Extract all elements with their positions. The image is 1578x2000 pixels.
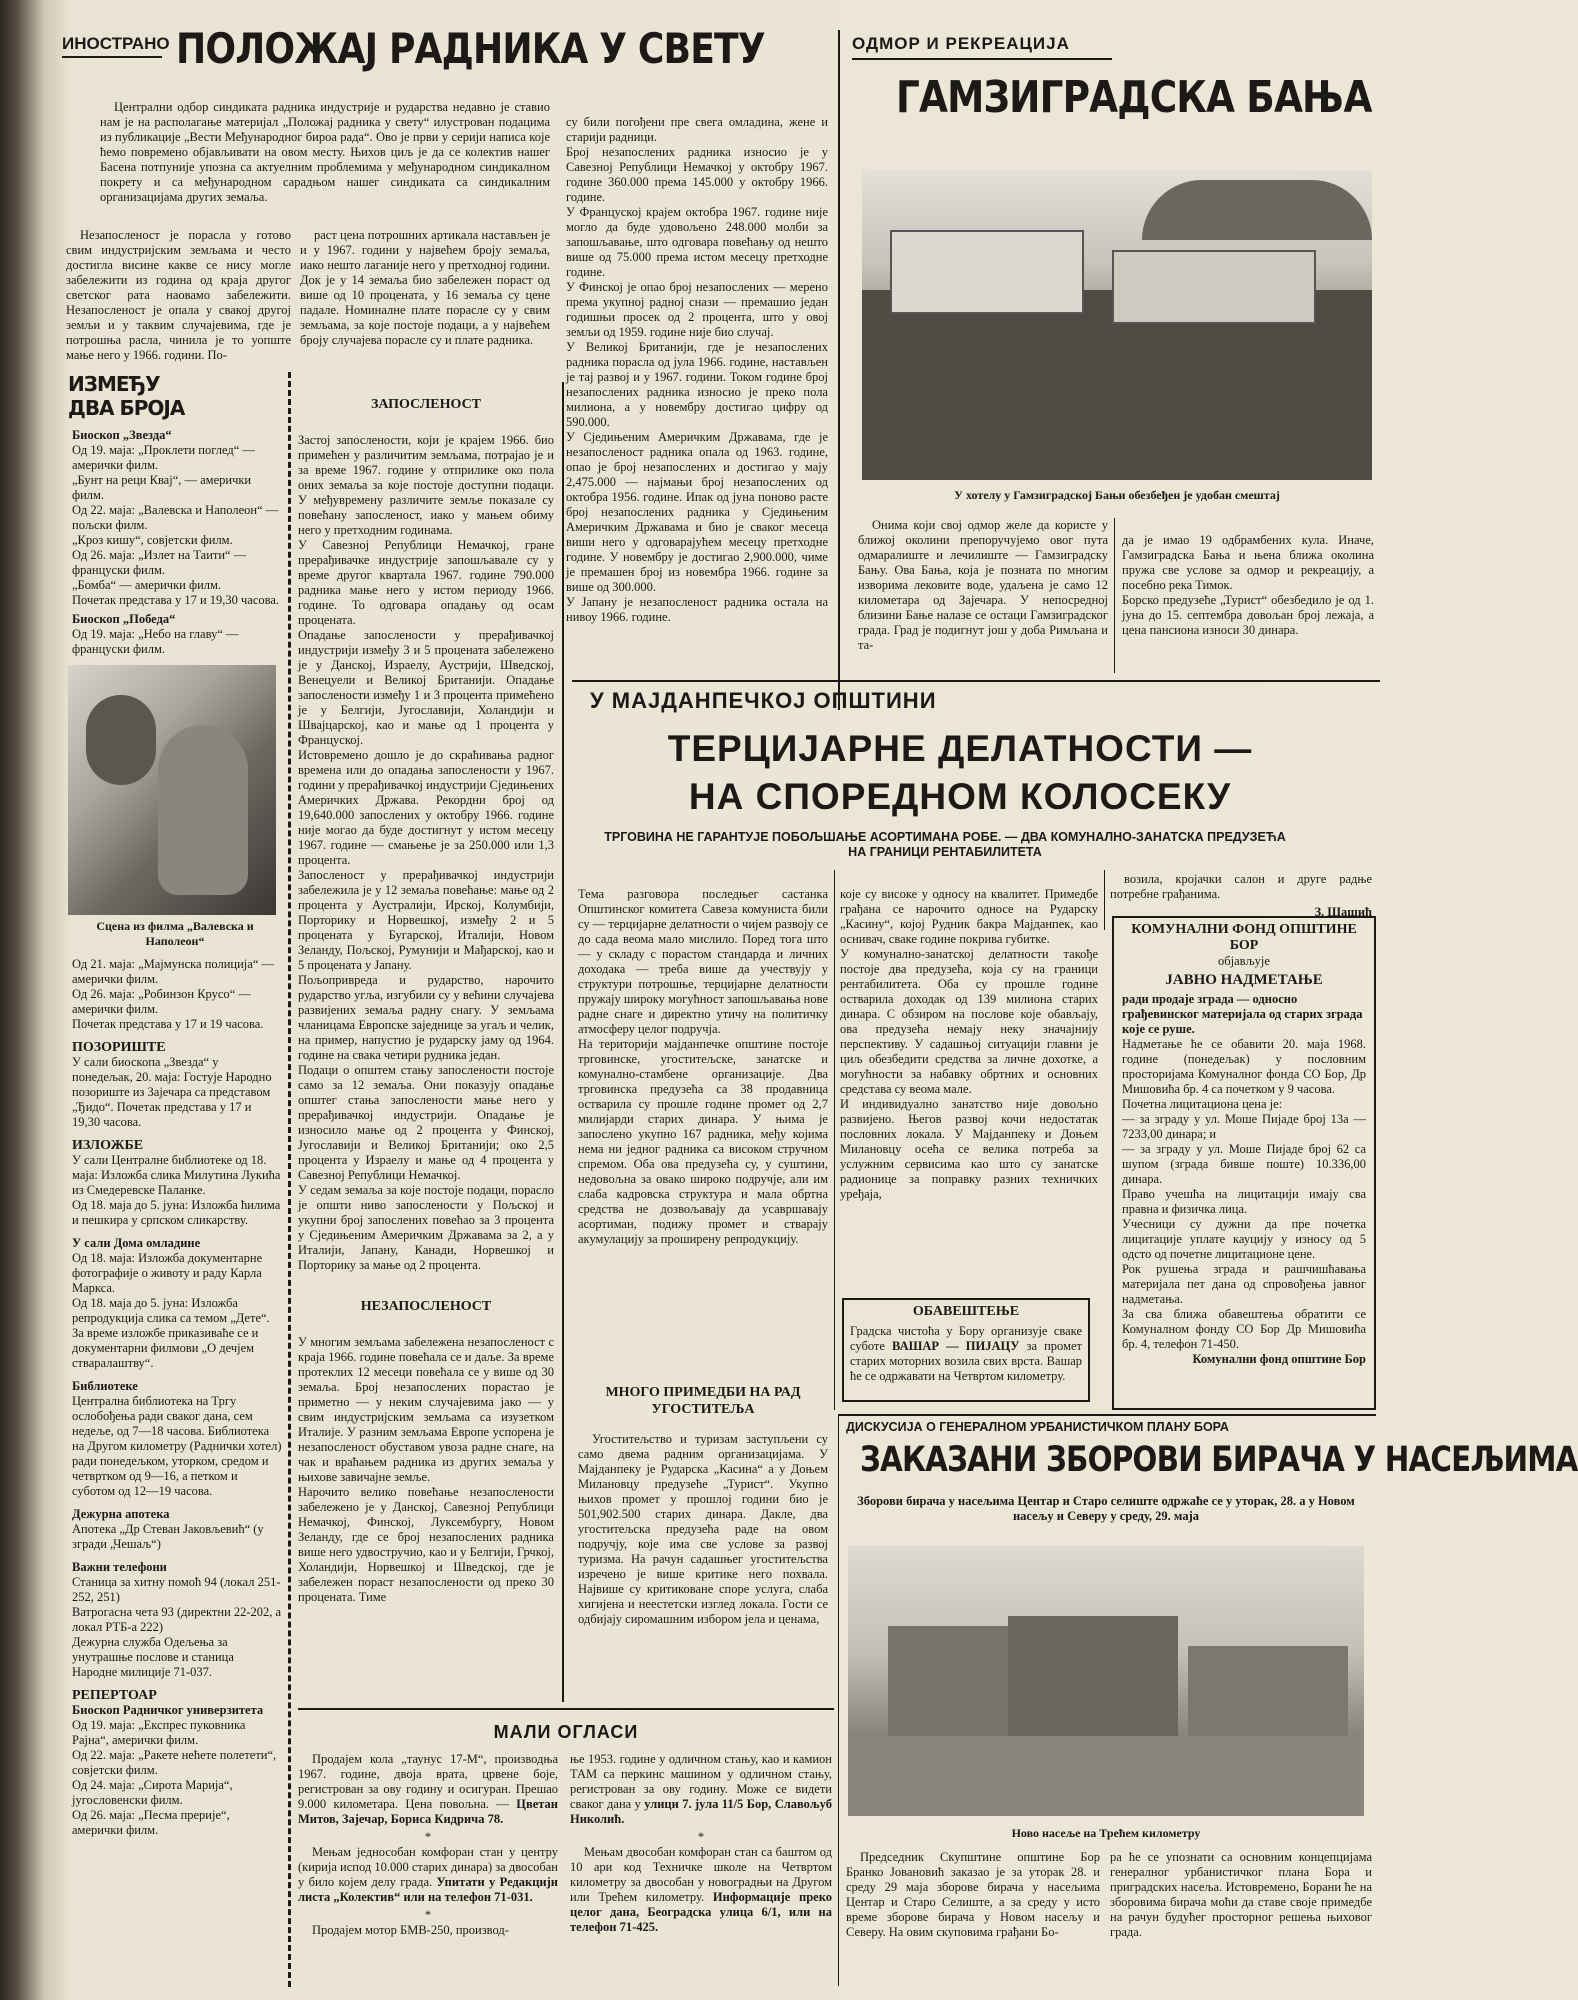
- ad-item: [298, 1752, 558, 1827]
- list-item: Од 22. маја: „Ракете нећете полетети“, совјетски филм.: [72, 1748, 277, 1777]
- intro-paragraph: Централни одбор синдиката радника индустрије и рударства недавно је ставио нам је на располагање материјал „Положај радника у свету“ илустрован подацима из публикације „Вести Међународног бирoa рада“. Ово је први у серији написа које ћемо повремено објављивати на овом месту. Њихов циљ је да се колектив нашег Басена потпуније упозна са актуелним проблемима у међународном синдикалном покрету и са међународном сарадњом нашег синдиката са синдикалним организацијама других земаља.: [100, 100, 550, 204]
- ad-item: [570, 1752, 832, 1827]
- majdanpek-col1b: [578, 1432, 828, 1700]
- section2-text: У многим земљама забележена незапосленост с краја 1966. године повећала се и даље. За време протеклих 12 месеци повећала се у више од 30 земаља. Број незапослених порастао је приметно — у неким случајевима јако — у свим индустријским земљама са изузетком Италије. У разним земљама Европе успорена је незапосленост обуставом увоза радне снаге, на чак и враћањем радника из других земаља у њихове завичајне земље. Нарочито велико повећање незапослености забележено је у Данској, Савезној Републици Немачкој, Финској, Луксембургу, Новом Зеланду, где се број незапослених радника више него удвостручио, као и у Белгији, Грчкој, Холандији, Норвешкој и Шведској, где је забележен пораст незапослености од преко 30 процената. Тиме: [298, 1335, 554, 1604]
- gamzigrad-paragraph: да је имао 19 одбрамбених кула. Иначе, Гамзиградска Бања и њена ближа околина пружа све услове за одмор и рекреацију, а посебно река Тимок. Борско предузеће „Турист“ обезбедило је од 1. јуна до 15. септембра довољан број лежаја, а цена пансиона износи 30 динара.: [1122, 533, 1374, 637]
- ad-text: Продајем кола „таунус 17-М“, производња 1967. године, двоја врата, црвене боје, регистрован за ову годину и осигуран. Прешао 9.000 километара. Цена повољна. —: [298, 1752, 558, 1811]
- section-heading: ЗАПОСЛЕНОСТ: [370, 397, 482, 412]
- exhibit-text: Од 18. маја до 5. јуна: Изложба ћилима и пешкира у српском сликарству.: [72, 1198, 281, 1227]
- new-settlement-photo: [848, 1546, 1364, 1816]
- ground: [848, 1736, 1364, 1816]
- tender-signature: Комунални фонд општине Бор: [1192, 1352, 1366, 1366]
- section-rule: [838, 1414, 1376, 1416]
- list-item: Од 26. маја: „Излет на Таити“ — француски филм.: [72, 548, 247, 577]
- list-item: „Кроз кишу“, совјетски филм.: [72, 533, 233, 547]
- tender-box: [1112, 916, 1376, 1410]
- film-still-photo: [68, 665, 276, 915]
- ad-contact: Упитати у Редакцији листа „Колектив“ или на телефон 71-031.: [298, 1875, 558, 1904]
- column-rule: [562, 382, 564, 1702]
- youth-heading: У сали Дома омладине: [72, 1236, 201, 1250]
- notice-box: [842, 1298, 1090, 1402]
- majdanpek-title-1: ТЕРЦИЈАРНЕ ДЕЛАТНОСТИ —: [667, 728, 1253, 769]
- column-rule: [838, 1416, 839, 1986]
- article-col2-top: [300, 228, 550, 351]
- building: [1188, 1646, 1348, 1736]
- gamzigrad-col2: [1122, 518, 1374, 656]
- zborovi-title: ЗАКАЗАНИ ЗБОРОВИ БИРАЧА У НАСЕЉИМА: [860, 1440, 1578, 1480]
- hotel-annex: [1112, 250, 1316, 324]
- article-kicker: ИНОСТРАНО: [62, 34, 170, 53]
- ads-col2: [570, 1752, 832, 1938]
- section-rule: [298, 1708, 834, 1710]
- col1-paragraph: Незапосленост је порасла у готово свим индустријским земљама и често достигла висине какве се нису могле забележити из година од краја другог светског рата наовамо забележити. Незапосленост је опала у свакој другој земљи и у таквим случајевима, где је потрошња расла, чинила је то уопште мање него у 1966. години. По-: [66, 228, 291, 362]
- zborovi-col2: [1110, 1850, 1372, 1943]
- sidebar-title-1: ИЗМЕЂУ: [68, 372, 160, 396]
- ad-separator: *: [424, 1830, 432, 1844]
- gamzigrad-title: ГАМЗИГРАДСКА БАЊА: [896, 72, 1372, 123]
- pharmacy-heading: Дежурна апотека: [72, 1507, 170, 1521]
- sidebar: [62, 372, 291, 1987]
- majdanpek-paragraph: које су високе у односу на квалитет. Примедбе грађана се нарочито односе на Рударску „Касину“, којој Рудник бакра Мајданпек, као оснивач, сваке године покрива губитке. У комунално-занатској делатности такође постоје два предузећа, која су на граници рентабилитета. Оба су прошле године остварила доходак од 139 милиона старих динара. С обзиром на послове које обављају, ова предузећа немају неку значајнију перспективу. У садашњој ситуацији главни је циљ обезбедити средства за личне дохотке, а могућности за набавку обртних и основних средстава су веома мале. И индивидуално занатство није довољно развијено. Његов развој кочи недостатак пословних локала. У Мајданпеку и Доњем Милановцу осећа се велика потреба за услужним сервисима као што су занатске радионице за поправку разних техничких уређаја,: [840, 887, 1098, 1201]
- ads-col1: [298, 1752, 558, 1941]
- hotel-building: [890, 230, 1084, 314]
- majdanpek-col1: [578, 872, 828, 1377]
- middle-column: [298, 382, 554, 1700]
- list-item: Од 22. маја: „Валевска и Наполеон“ — пољски филм.: [72, 503, 279, 532]
- actor-silhouette: [86, 695, 156, 785]
- ad-item: [570, 1845, 832, 1935]
- list-item: Од 26. маја: „Песма прерије“, амерички филм.: [72, 1808, 230, 1837]
- zborovi-paragraph: ра ће се упознати са основним концепцијама генералног урбанистичког плана Бора и приградских насеља. Истовремено, Борани ће на зборовима бирача моћи да ставе своје примедбе на рачун будућег просторног решења њиховог града.: [1110, 1850, 1372, 1939]
- ad-separator: *: [424, 1908, 432, 1922]
- article-col3: [566, 100, 828, 643]
- article-title: ПОЛОЖАЈ РАДНИКА У СВЕТУ: [176, 24, 765, 73]
- majdanpek-col3: [1110, 872, 1372, 920]
- majdanpek-paragraph: Тема разговора последњег састанка Општинског комитета Савеза комуниста били су — терцијарне делатности о чијем развоју се до сада веома мало мислило. Поред тога што — у складу с порастом стандарда и личних доходака — треба више да учествују у структури потрошње, терцијарне делатности пружају широку могућност запошљавања нове радне снаге и директно утичу на политичку атмосферу целог подручја. На територији мајданпечке општине постоје трговинске, угоститељске, занатске и комунално-стамбене организације. Два трговинска предузећа са 38 продавница остварила су прошле године промет од 2,7 милијарди старих динара. У њима је запослено укупно 167 радника, међу којима нема ни једног радника са високом стручном спремом. Оба ова предузећа су, у суштини, недовољна за овако широко подручје, али им слаба кадровска структура и мала обртна средства не дозвољавају да усавршавају асортиман, подижу промет и стварају акумулацију за проширену репродукцију.: [578, 887, 828, 1246]
- gamzigrad-col1: [858, 518, 1108, 656]
- tender-announces: објављује: [1218, 954, 1270, 968]
- list-item: Од 19. маја: „Небо на главу“ — француски филм.: [72, 627, 239, 656]
- notice-text-bold: ВАШАР — ПИЈАЦУ: [892, 1339, 1020, 1353]
- majdanpek-paragraph: возила, кројачки салон и друге радње потребне грађанима.: [1110, 872, 1372, 901]
- ad-separator: *: [697, 1830, 705, 1844]
- sidebar-cinema-list-2: [62, 953, 288, 1838]
- settlement-caption: Ново насеље на Трећем километру: [1011, 1826, 1201, 1840]
- section-rule: [572, 680, 1380, 682]
- tender-title: ЈАВНО НАДМЕТАЊЕ: [1165, 972, 1323, 988]
- article-col1-top: [66, 228, 291, 366]
- repertoire-sub: Биоскоп Радничког универзитета: [72, 1703, 264, 1717]
- tender-purpose: ради продаје зграда — односно грађевинског материјала од старих зграда које се руше.: [1122, 992, 1363, 1036]
- kicker-underline: [62, 56, 162, 58]
- sidebar-cinema-list: [62, 428, 288, 657]
- list-item: „Бомба“ — амерички филм.: [72, 578, 222, 592]
- ad-contact: Цветан Митов, Зајечар, Бориса Кидрича 78.: [298, 1797, 559, 1826]
- list-item: Почетак представа у 17 и 19 часова.: [72, 1017, 264, 1031]
- notice-title: ОБАВЕШТЕЊЕ: [912, 1304, 1020, 1319]
- actress-silhouette: [158, 725, 248, 895]
- col2-paragraph: раст цена потрошних артикала настављен је и у 1967. години у највећем броју земаља, иако нешто лаганије него у претходној години. Док је у 14 земаља био забележен пораст од више од 10 процената, у 16 земаља су цене падале. Номиналне плате порасле су у свим земљама, за које постоје подаци, а у највећем броју случајева порасле су и плате радника.: [300, 228, 550, 347]
- ad-text: Мењам једнособан комфоран стан у центру (кирија испод 10.000 старих динара) за двособан у било којем делу града.: [298, 1845, 558, 1889]
- majdanpek-subhead: МНОГО ПРИМЕДБИ НА РАД УГОСТИТЕЉА: [605, 1385, 801, 1417]
- section1-text: Застој запослености, који је крајем 1966. био примећен у различитим земљама, потрајао је и за време 1967. године у отприлике око пола оних земаља за које постоје доступни подаци. У међувремену различите земље показале су повећану запосленост, иако у мањем обиму него у претходним годинама. У Савезној Републици Немачкој, гране прерађивачке индустрије запошљавале су у време другог квартала 1967. године 790.000 радника мање него у истом периоду 1966. године. То одговара опадању од осам процената. Опадање запослености у прерађивачкој индустрији између 3 и 5 процената забележено је у Данској, Израелу, Аустрији, Шведској, Венецуели и Великој Британији. Опадање запослености између 1 и 3 процента примећено је у Белгији, Југославији, Холандији и Швајцарској, као и мање од 1 процента у Француској. Истовремено дошло је до скраћивања радног времена или до опадања запослености у 1967. години у прерађивачкој индустрији Сједињених Америчких Држава. Рекордни број од 19,640.000 запослених у октобру 1966. године није могао да буде достигнут у истом месецу 1967. године — смањење је за 250.000 или 1,3 процента. Запосленост у прерађивачкој индустрији забележила је у 12 земаља повећање: мање од 2 процента у Аустралији, Ирској, Колумбији, Порторику и Норвешкој, између 2 и 5 процената у Бугарској, Италији, Новом Зеланду, Пољској, Румунији и Мађарској, као и 5 процената у Јапану. Пољопривреда и рударство, нарочито рударство угља, изгубили су у већини случајева развијених земаља радну снагу. У земљама чланицама Европске заједнице за угаљ и челик, на пример, напустио је рударску јаму од 1964. године на свака четири рудника један. Подаци о општем стању запослености постоје само за 12 земаља. Они показују опадање општег стања запослености мање него у прерађивачкој индустрији. Опадање је износило мање од 2 процента у Финској, Југославији и Великој Британији; око 2,5 процента у Израелу и мање од 4 процента у Савезној Републици Немачкој. У седам земаља за које постоје подаци, порасло је општи ниво запослености у Пољској и укупни број запослених повећао за 3 процента у Сједињеним Америчким Државама за 2, а у Италији, Јапану, Канади, Норвешкој и Порторику за мање од 2 процента.: [298, 433, 554, 1272]
- ad-contact: улици 7. јула 11/5 Бор, Славољуб Николић.: [570, 1797, 832, 1826]
- ad-text: ње 1953. године у одличном стању, као и камион ТАМ са перкинс машином у одличном стању, регистрован за ову годину. Може се видети сваког дана у: [570, 1752, 832, 1811]
- ad-text: Мењам двособан комфоран стан са баштом од 10 ари код Техничке школе на Четвртом километру за двособан у новоградњи на Другом или Трећем километру.: [570, 1845, 832, 1904]
- tender-org: КОМУНАЛНИ ФОНД ОПШТИНЕ БОР: [1131, 922, 1357, 953]
- sidebar-title-2: ДВА БРОЈА: [68, 396, 185, 420]
- tender-text: Надметање ће се обавити 20. маја 1968. године (понедељак) у пословним просторијама Комуналног фонда СО Бор, Др Мишовића бр. 4 са почетком у 9 часова. Почетна лицитациона цена је: — за зграду у ул. Моше Пијаде број 13а — 7233,00 динара; и — за зграду у ул. Моше Пијаде број 62 са шупом (зграда бивше поште) 10.336,00 динара. Право учешћа на лицитацији имају сва правна и физичка лица. Учесници су дужни да пре почетка лицитације уплате кауцију у износу од 5 одсто од почетне лицитационе цене. Рок рушења зграда и рашчишћавања материјала пет дана од спровођења јавног надметања. За сва ближа обавештења обратити се Комуналном фонду СО Бор Др Мишовића бр. 4, телефон 71-450.: [1122, 1037, 1366, 1351]
- section-heading: НЕЗАПОСЛЕНОСТ: [360, 1299, 492, 1314]
- film-still-caption: Сцена из филма „Валевска и Наполеон“: [96, 919, 254, 948]
- col3-paragraph: су били погођени пре свега омладина, жене и старији радници. Број незапослених радника износио је у Савезној Републици Немачкој у октобру 1967. године 360.000 према 145.000 у октобру 1966. године. У Француској крајем октобра 1967. године није могло да буде удовољено 248.000 молби за запошљавање, што одговара повећању од нешто више од 75.000 према истом месецу претходне године. У Финској је опао број незапослених — мерено према укупној радној снази — премашио један годишњи просек од 2 процента, што у овој земљи од 1959. године није био случај. У Великој Британији, где је незапослених радника порасла од јула 1966. године, настављен је тај развој и у 1967. години. Током године број незапослених радника износио је преко пола милиона, а у новембру достигао цифру од 590.000. У Сједињеним Америчким Државама, где је незапосленост радника опала од 1963. године, опао је број незапослених и достигао у мају 2,475.000 — најмањи број незапослених од октобра 1956. године. Ипак од јуна поново расте број незапослених радника у Сједињеним Америчким Државама и био је сваког месеца виши него у одговарајућем месецу претходне године. У новембру је достигао 2,900.000, чиме је премашен број из новембра 1966. године за више од 300.000. У Јапану је незапосленост радника остала на нивоу 1966. године.: [566, 115, 828, 624]
- zborovi-col1: [846, 1850, 1100, 1943]
- youth-text: Од 18. маја до 5. јуна: Изложба репродукција слика са темом „Дете“. За време изложбе приказиваће се и документарни филмови „О дечјем стваралаштву“.: [72, 1296, 270, 1370]
- notice-text-part: за промет старих моторних возила свих врста. Вашар ће се одржавати на Четвртом километру.: [850, 1339, 1082, 1383]
- list-item: Од 26. маја: „Робинзон Крусо“ — амерички филм.: [72, 987, 251, 1016]
- list-item: Биоскоп „Звезда“: [72, 428, 172, 442]
- notice-text: [850, 1324, 1082, 1384]
- hotel-caption: У хотелу у Гамзиградској Бањи обезбеђен је удобан смештај: [954, 488, 1280, 502]
- article-intro: [100, 100, 550, 208]
- list-item: Почетак представа у 17 и 19,30 часова.: [72, 593, 280, 607]
- list-item: „Бунт на реци Квај“, — амерички филм.: [72, 473, 252, 502]
- column-rule: [1104, 870, 1105, 930]
- theatre-heading: ПОЗОРИШТЕ: [72, 1040, 166, 1055]
- list-item: Биоскоп „Победа“: [72, 612, 176, 626]
- ads-title: МАЛИ ОГЛАСИ: [493, 1722, 639, 1742]
- building: [888, 1626, 1018, 1736]
- library-heading: Библиотеке: [72, 1379, 138, 1393]
- zborovi-subtitle: Зборови бирача у насељима Центар и Старо селиште одржаће се у уторак, 28. а у Новом насељу и Северу у среду, 29. маја: [857, 1494, 1355, 1523]
- majdanpek-subtitle: ТРГОВИНА НЕ ГАРАНТУЈЕ ПОБОЉШАЊЕ АСОРТИМАНА РОБЕ. — ДВА КОМУНАЛНО-ЗАНАТСКА ПРЕДУЗЕЋА НА ГРАНИЦИ РЕНТАБИЛИТЕТА: [604, 830, 1286, 859]
- column-rule: [838, 30, 840, 710]
- list-item: Од 21. маја: „Мајмунска полиција“ — амерички филм.: [72, 957, 275, 986]
- list-item: Од 19. маја: „Експрес пуковника Рајна“, амерички филм.: [72, 1718, 246, 1747]
- ad-contact: Информације преко целог дана, Београдска улица 6/1, или на телефон 71-425.: [570, 1890, 833, 1934]
- building: [1008, 1616, 1178, 1736]
- kicker-underline: [852, 58, 1112, 60]
- gamzigrad-kicker: ОДМОР И РЕКРЕАЦИЈА: [852, 34, 1070, 53]
- majdanpek-title-2: НА СПОРЕДНОМ КОЛОСЕКУ: [688, 776, 1232, 817]
- gamzigrad-paragraph: Онима који свој одмор желе да користе у ближој околини препоручујемо овог пута одмаралиште и лечилиште — Гамзиградску Бању. Ова Бања, која је позната по многим изворима лековите воде, удаљена је само 12 километара од Зајечара. У непосредној близини Бање налазе се остаци Гамзиградског града. Град је подигнут још у доба Римљана и та-: [858, 518, 1108, 652]
- list-item: Од 19. маја: „Проклети поглед“ — амерички филм.: [72, 443, 255, 472]
- pharmacy-text: Апотека „Др Стеван Јаковљевић“ (у згради „Чешаљ“): [72, 1522, 264, 1551]
- majdanpek-col2: [840, 872, 1098, 1292]
- phones-text: Станица за хитну помоћ 94 (локал 251-252, 251) Ватрогасна чета 93 (директни 22-202, а локал РТБ-а 222) Дежурна служба Одељења за унутрашње послове и станица Народне милиције 71-037.: [72, 1575, 282, 1679]
- column-rule: [1114, 518, 1115, 673]
- theatre-text: У сали биоскопа „Звезда“ у понедељак, 20. маја: Гостује Народно позориште из Зајечара са представом „Ђидо“. Почетак представа у 17 и 19,30 часова.: [72, 1055, 272, 1129]
- ad-item: [298, 1923, 558, 1938]
- zborovi-paragraph: Председник Скупштине општине Бор Бранко Јовановић заказао је за уторак 28. и среду 29 маја зборове бирача у насељима Центар и Старо Селиште, а за среду у исто време зборове бирача у Новом насељу и Северу. На овим скуповима грађани Бо-: [846, 1850, 1100, 1939]
- zborovi-kicker: ДИСКУСИЈА О ГЕНЕРАЛНОМ УРБАНИСТИЧКОМ ПЛАНУ БОРА: [846, 1420, 1229, 1434]
- library-text: Централна библиотека на Тргу ослобођења ради сваког дана, сем недеље, од 7—18 часова. Библиотека на Другом километру (Раднички хотел) ради понедељком, уторком, средом и четвртком од 9—16, а петком и суботом од 12—19 часова.: [72, 1394, 282, 1498]
- exhibit-heading: ИЗЛОЖБЕ: [72, 1138, 144, 1153]
- hill: [1142, 180, 1372, 240]
- column-rule: [834, 870, 835, 1410]
- repertoire-heading: РЕПЕРТОАР: [72, 1688, 157, 1703]
- ad-text: Продајем мотор БМВ-250, производ-: [312, 1923, 509, 1937]
- list-item: Од 24. маја: „Сирота Марија“, југословенски филм.: [72, 1778, 233, 1807]
- majdanpek-paragraph: Угоститељство и туризам заступљени су само двема радним организацијама. У Мајданпеку је Рударска „Касина“ а у Доњем Милановцу предузеће „Турист“. Укупно њихов промет у прошлој години био је 501,902.500 старих динара. Дакле, два угоститељска предузећа раде на овом подручју, које има све услове за развој туризма. На рачун садашњег угоститељства изречено је више критике него похвала. Највише су критиковане споре услуга, слаба хигијена и неестетски изглед локала. Гости се одбијају сиромашним избором јела и ценама,: [578, 1432, 828, 1626]
- majdanpek-signature: З. Шашић: [1314, 905, 1372, 919]
- notice-text-part: Градска чистоћа у Бору организује сваке суботе: [850, 1324, 1082, 1353]
- majdanpek-kicker: У МАЈДАНПЕЧКОЈ ОПШТИНИ: [590, 688, 937, 713]
- ad-item: [298, 1845, 558, 1905]
- hotel-photo: [862, 170, 1372, 478]
- phones-heading: Важни телефони: [72, 1560, 167, 1574]
- youth-text: Од 18. маја: Изложба документарне фотографије о животу и раду Карла Маркса.: [72, 1251, 263, 1295]
- exhibit-text: У сали Централне библиотеке од 18. маја: Изложба слика Милутина Лукића из Смедеревске Паланке.: [72, 1153, 281, 1197]
